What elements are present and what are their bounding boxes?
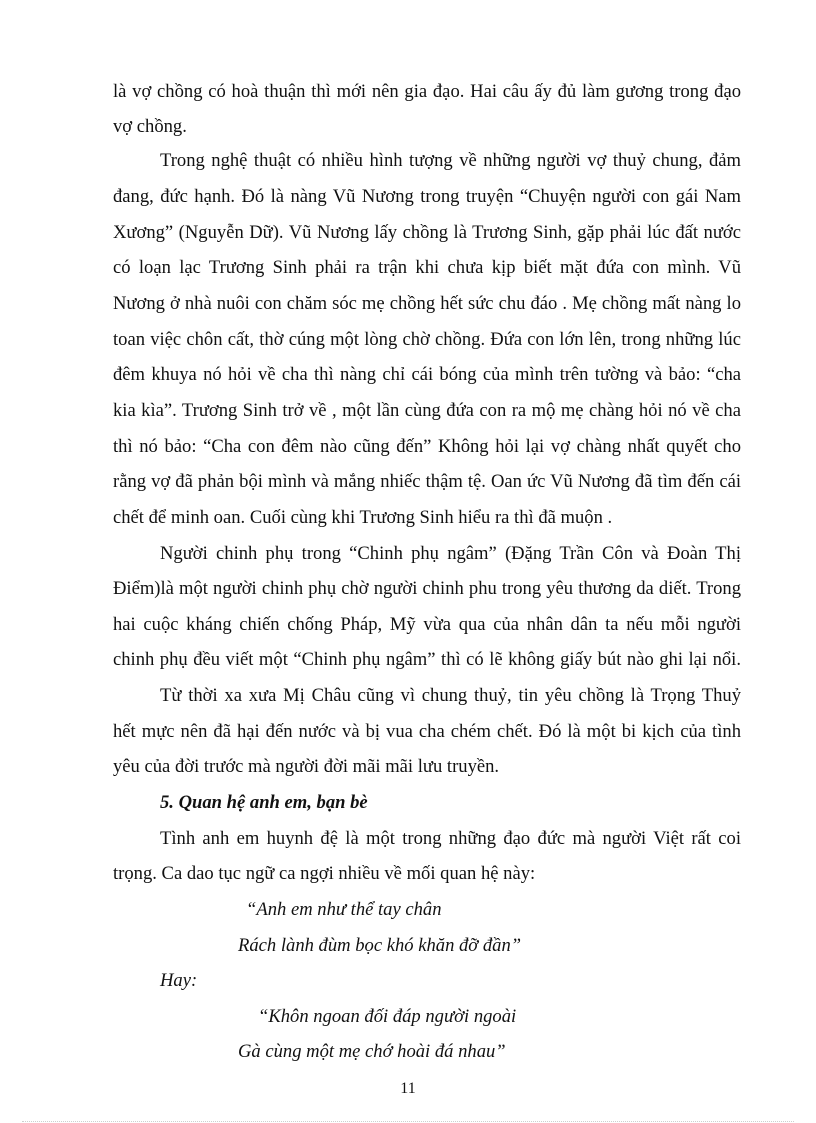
paragraph-line: hai cuộc kháng chiến chống Pháp, Mỹ vừa qua của nhân dân ta nếu mỗi người bbox=[113, 614, 741, 635]
paragraph-line: rằng vợ đã phản bội mình và mắng nhiếc thậm tệ. Oan ức Vũ Nương đã tìm đến cái bbox=[113, 471, 741, 492]
paragraph-line: hết mực nên đã hại đến nước và bị vua cha chém chết. Đó là một bi kịch của tình bbox=[113, 721, 741, 742]
poem-line: “Khôn ngoan đối đáp người ngoài bbox=[258, 1006, 517, 1027]
paragraph-line: Người chinh phụ trong “Chinh phụ ngâm” (Đặng Trần Côn và Đoàn Thị bbox=[160, 543, 741, 564]
paragraph-line: chết để minh oan. Cuối cùng khi Trương Sinh hiểu ra thì đã muộn . bbox=[113, 507, 613, 528]
paragraph-line: là vợ chồng có hoà thuận thì mới nên gia đạo. Hai câu ấy đủ làm gương trong đạo bbox=[113, 81, 741, 102]
paragraph-line: Điểm)là một người chinh phụ chờ người chinh phu trong yêu thương da diết. Trong bbox=[113, 578, 741, 599]
poem-connector: Hay: bbox=[160, 970, 198, 991]
paragraph-line: Nương ở nhà nuôi con chăm sóc mẹ chồng hết sức chu đáo . Mẹ chồng mất nàng lo bbox=[113, 293, 741, 314]
paragraph-line: Từ thời xa xưa Mị Châu cũng vì chung thuỷ, tin yêu chồng là Trọng Thuỷ bbox=[160, 685, 741, 706]
paragraph-line: đêm khuya nó hỏi về cha thì nàng chỉ cái bóng của mình trên tường và bảo: “cha bbox=[113, 364, 741, 385]
paragraph-line: thì nó bảo: “Cha con đêm nào cũng đến” Không hỏi lại vợ chàng nhất quyết cho bbox=[113, 436, 741, 457]
section-heading: 5. Quan hệ anh em, bạn bè bbox=[160, 792, 368, 813]
paragraph-line: kia kìa”. Trương Sinh trở về , một lần cùng đứa con ra mộ mẹ chàng hỏi nó về cha bbox=[113, 400, 741, 421]
paragraph-line: Trong nghệ thuật có nhiều hình tượng về những người vợ thuỷ chung, đảm bbox=[160, 150, 741, 171]
paragraph-line: vợ chồng. bbox=[113, 116, 187, 137]
poem-line: “Anh em như thể tay chân bbox=[246, 899, 442, 920]
page-bottom-divider bbox=[22, 1121, 794, 1122]
paragraph-line: toan việc chôn cất, thờ cúng một lòng chờ chồng. Đứa con lớn lên, trong những lúc bbox=[113, 329, 741, 350]
paragraph-line: Xương” (Nguyễn Dữ). Vũ Nương lấy chồng là Trương Sinh, gặp phải lúc đất nước bbox=[113, 222, 741, 243]
poem-line: Rách lành đùm bọc khó khăn đỡ đần” bbox=[238, 935, 522, 956]
paragraph-line: đang, đức hạnh. Đó là nàng Vũ Nương trong truyện “Chuyện người con gái Nam bbox=[113, 186, 741, 207]
poem-line: Gà cùng một mẹ chớ hoài đá nhau” bbox=[238, 1041, 506, 1062]
paragraph-line: yêu của đời trước mà người đời mãi mãi lưu truyền. bbox=[113, 756, 500, 777]
paragraph-line: Tình anh em huynh đệ là một trong những đạo đức mà người Việt rất coi bbox=[160, 828, 741, 849]
paragraph-line: có loạn lạc Trương Sinh phải ra trận khi chưa kịp biết mặt đứa con mình. Vũ bbox=[113, 257, 741, 278]
paragraph-line: trọng. Ca dao tục ngữ ca ngợi nhiều về mối quan hệ này: bbox=[113, 863, 536, 884]
paragraph-line: chinh phụ đều viết một “Chinh phụ ngâm” thì có lẽ không giấy bút nào ghi lại nổi. bbox=[113, 649, 741, 670]
page-number: 11 bbox=[400, 1080, 416, 1097]
